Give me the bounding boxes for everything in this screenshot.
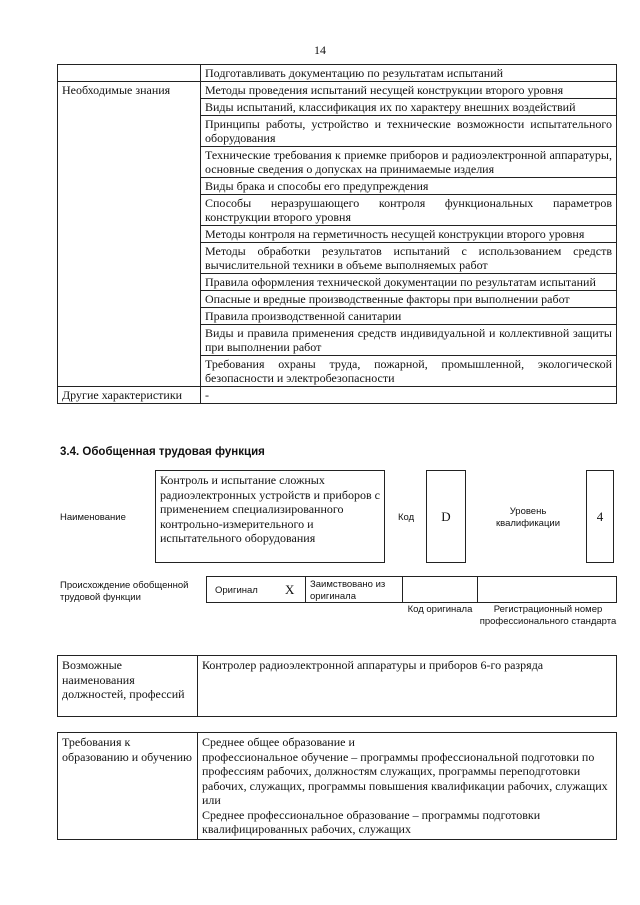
function-name-box [155, 470, 385, 563]
level-label: Уровень квалификации [495, 506, 561, 529]
page-number: 14 [314, 43, 326, 57]
level-box [586, 470, 614, 563]
knowledge-item: Способы неразрушающего контроля функциональных параметров конструкции второго уровня [201, 195, 617, 226]
positions-label: Возможные наименования должностей, профессий [58, 656, 198, 717]
borrowed-label: Заимствовано из оригинала [310, 579, 386, 602]
code-original-cell [402, 576, 478, 603]
reg-number-cell [477, 576, 617, 603]
education-label: Требования к образованию и обучению [58, 733, 198, 840]
name-label: Наименование [60, 512, 126, 523]
knowledge-item: Методы обработки результатов испытаний с использованием средств вычислительной техники в объеме выполняемых работ [201, 243, 617, 274]
table-row: Подготавливать документацию по результатам испытаний [201, 65, 617, 82]
code-box [426, 470, 466, 563]
origin-label: Происхождение обобщенной трудовой функции [60, 580, 189, 603]
code-original-caption: Код оригинала [407, 604, 473, 615]
original-mark: X [285, 582, 295, 597]
code-label: Код [398, 512, 415, 523]
knowledge-item: Правила оформления технической документации по результатам испытаний [201, 274, 617, 291]
function-name-text: Контроль и испытание сложных радиоэлектронных устройств и приборов с применением специализированного контрольно-измерительного и испытательного оборудования [160, 473, 380, 545]
knowledge-item: Принципы работы, устройство и технические возможности испытательного оборудования [201, 116, 617, 147]
knowledge-item: Опасные и вредные производственные факторы при выполнении работ [201, 291, 617, 308]
knowledge-item: Методы проведения испытаний несущей конструкции второго уровня [201, 82, 617, 99]
empty-label-cell [58, 65, 201, 82]
knowledge-item: Виды испытаний, классификация их по характеру внешних воздействий [201, 99, 617, 116]
borrowed-cell [305, 576, 403, 603]
other-characteristics-label: Другие характеристики [58, 387, 201, 404]
knowledge-item: Виды и правила применения средств индивидуальной и коллективной защиты при выполнении работ [201, 325, 617, 356]
knowledge-item: Правила производственной санитарии [201, 308, 617, 325]
education-line: или [202, 793, 221, 807]
education-line: профессиональное обучение – программы профессиональной подготовки по профессиям рабочих, должностям служащих, программы переподготовки рабочих, служащих, программы повышения квалификации рабочих, служащих [202, 749, 608, 793]
original-label: Оригинал [215, 585, 258, 596]
knowledge-label: Необходимые знания [58, 82, 201, 387]
section-heading: 3.4. Обобщенная трудовая функция [60, 446, 265, 458]
knowledge-item: Требования охраны труда, пожарной, промышленной, экологической безопасности и электробезопасности [201, 356, 617, 387]
code-value: D [441, 509, 451, 524]
education-value [198, 733, 617, 840]
other-characteristics-value: - [201, 387, 617, 404]
reg-number-caption: Регистрационный номер профессионального стандарта [479, 604, 617, 627]
knowledge-item: Технические требования к приемке приборов и радиоэлектронной аппаратуры, основные сведения о допусках на принимаемые изделия [201, 147, 617, 178]
positions-value: Контролер радиоэлектронной аппаратуры и приборов 6-го разряда [198, 656, 617, 717]
knowledge-item: Виды брака и способы его предупреждения [201, 178, 617, 195]
education-line: Среднее общее образование и [202, 735, 355, 749]
education-line: Среднее профессиональное образование – программы подготовки квалифицированных рабочих, служащих [202, 807, 541, 836]
level-value: 4 [596, 509, 604, 524]
knowledge-table [57, 64, 617, 404]
positions-table [57, 655, 617, 717]
knowledge-item: Методы контроля на герметичность несущей конструкции второго уровня [201, 226, 617, 243]
education-table [57, 732, 617, 840]
original-cell [206, 576, 306, 603]
